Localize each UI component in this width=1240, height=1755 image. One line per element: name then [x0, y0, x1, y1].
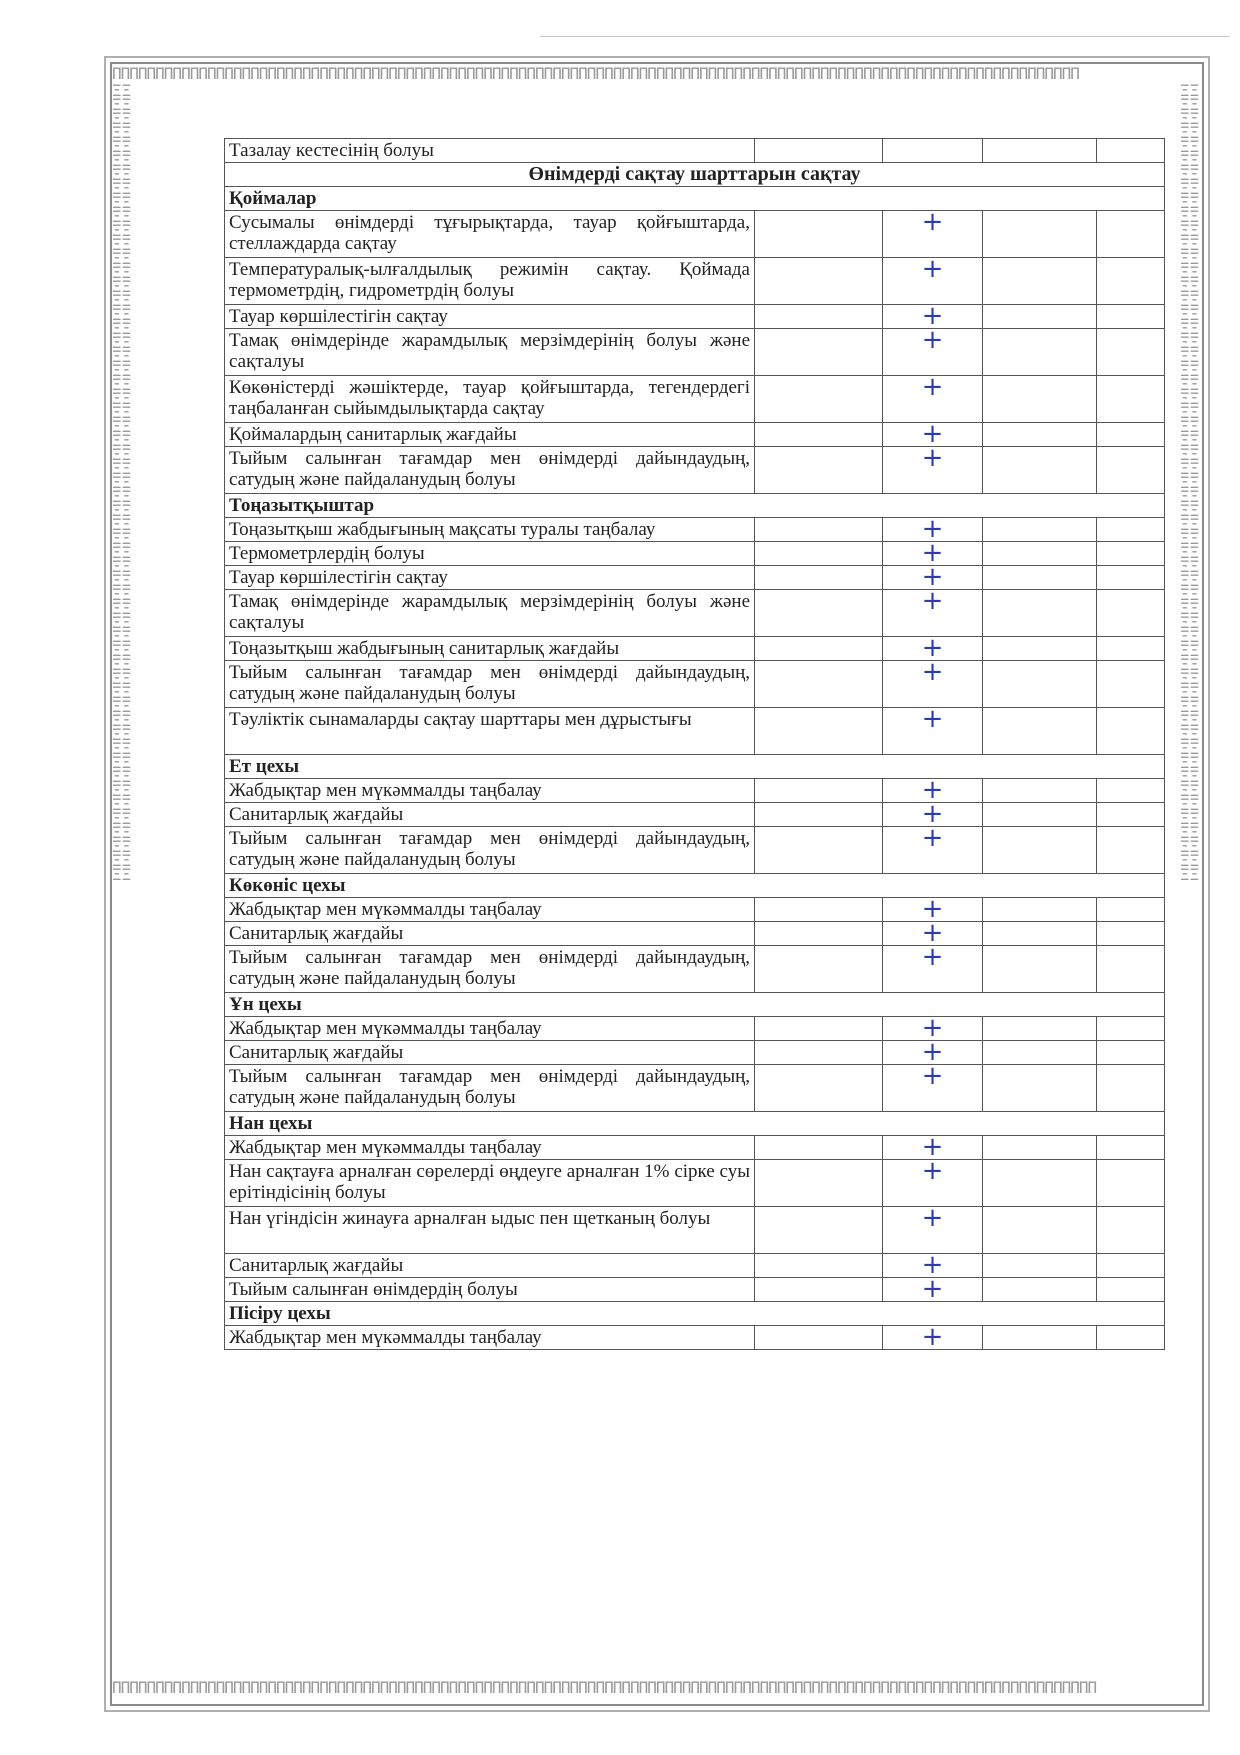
- table-row: [225, 1160, 1165, 1207]
- table-row: [225, 946, 1165, 993]
- handwritten-check-mark: +: [883, 637, 983, 661]
- handwritten-check-mark: +: [883, 946, 983, 993]
- checklist-body: [225, 139, 1165, 1350]
- handwritten-check-mark: +: [883, 590, 983, 637]
- section-title-row: [225, 874, 1165, 898]
- handwritten-check-mark: +: [883, 1065, 983, 1112]
- handwritten-check-mark: +: [883, 423, 983, 447]
- handwritten-check-mark: +: [883, 211, 983, 258]
- inspection-checklist-table: [224, 138, 1165, 1350]
- criterion-text: Жабдықтар мен мүкәммалды таңбалау: [225, 1017, 755, 1041]
- table-row: [225, 305, 1165, 329]
- handwritten-check-mark: +: [883, 922, 983, 946]
- greek-key-border-left: ΞΞΞΞΞΞΞΞΞΞΞΞΞΞΞΞΞΞΞΞΞΞΞΞΞΞΞΞΞΞΞΞΞΞΞΞΞΞΞΞΞΞΞΞΞΞΞΞΞΞΞΞΞΞΞΞΞΞΞΞΞΞΞΞΞΞΞΞΞΞΞΞΞΞΞΞΞΞΞΞΞΞΞΞΞΞΞΞΞΞΞΞΞΞΞΞΞΞΞΞΞΞΞΞΞΞΞΞΞΞΞΞΞΞ: [112, 84, 132, 884]
- greek-key-border-top: ΠΠΠΠΠΠΠΠΠΠΠΠΠΠΠΠΠΠΠΠΠΠΠΠΠΠΠΠΠΠΠΠΠΠΠΠΠΠΠΠΠΠΠΠΠΠΠΠΠΠΠΠΠΠΠΠΠΠΠΠΠΠΠΠΠΠΠΠΠΠΠΠΠΠΠΠΠΠΠΠΠΠΠΠΠΠΠΠΠΠΠΠΠΠΠΠΠΠΠΠΠΠΠΠΠΠΠΠΠΠΠΠ: [112, 64, 1079, 83]
- section-title-row: [225, 993, 1165, 1017]
- criterion-text: Тыйым салынған өнімдердің болуы: [225, 1278, 755, 1302]
- table-row: [225, 827, 1165, 874]
- table-row: [225, 708, 1165, 755]
- greek-key-border-right: ΞΞΞΞΞΞΞΞΞΞΞΞΞΞΞΞΞΞΞΞΞΞΞΞΞΞΞΞΞΞΞΞΞΞΞΞΞΞΞΞΞΞΞΞΞΞΞΞΞΞΞΞΞΞΞΞΞΞΞΞΞΞΞΞΞΞΞΞΞΞΞΞΞΞΞΞΞΞΞΞΞΞΞΞΞΞΞΞΞΞΞΞΞΞΞΞΞΞΞΞΞΞΞΞΞΞΞΞΞΞΞΞΞΞ: [1180, 84, 1200, 884]
- criterion-text: Қоймалардың санитарлық жағдайы: [225, 423, 755, 447]
- section-title: Ұн цехы: [225, 993, 1165, 1017]
- handwritten-check-mark: +: [883, 447, 983, 494]
- criterion-text: Термометрлердің болуы: [225, 542, 755, 566]
- handwritten-check-mark: +: [883, 1207, 983, 1254]
- section-title: Пісіру цехы: [225, 1302, 1165, 1326]
- criterion-text: Тамақ өнімдерінде жарамдылық мерзімдерінің болуы және сақталуы: [225, 329, 755, 376]
- table-row: [225, 376, 1165, 423]
- criterion-text: Тамақ өнімдерінде жарамдылық мерзімдерінің болуы және сақталуы: [225, 590, 755, 637]
- table-row: [225, 566, 1165, 590]
- table-row: [225, 1136, 1165, 1160]
- criterion-text: Тыйым салынған тағамдар мен өнімдерді дайындаудың, сатудың және пайдаланудың болуы: [225, 661, 755, 708]
- criterion-text: Жабдықтар мен мүкәммалды таңбалау: [225, 779, 755, 803]
- table-row: [225, 423, 1165, 447]
- table-heading: Өнімдерді сақтау шарттарын сақтау: [225, 163, 1165, 187]
- handwritten-check-mark: +: [883, 329, 983, 376]
- table-row: [225, 922, 1165, 946]
- handwritten-check-mark: +: [883, 1160, 983, 1207]
- handwritten-check-mark: +: [883, 898, 983, 922]
- section-title-row: [225, 1112, 1165, 1136]
- handwritten-check-mark: +: [883, 1326, 983, 1350]
- handwritten-check-mark: +: [883, 1278, 983, 1302]
- handwritten-check-mark: +: [883, 779, 983, 803]
- criterion-text: Жабдықтар мен мүкәммалды таңбалау: [225, 1136, 755, 1160]
- handwritten-check-mark: +: [883, 518, 983, 542]
- table-row: [225, 447, 1165, 494]
- table-row: [225, 637, 1165, 661]
- handwritten-check-mark: +: [883, 542, 983, 566]
- table-row: [225, 329, 1165, 376]
- criterion-text: Тыйым салынған тағамдар мен өнімдерді дайындаудың, сатудың және пайдаланудың болуы: [225, 946, 755, 993]
- criterion-text: Санитарлық жағдайы: [225, 1041, 755, 1065]
- criterion-text: Тыйым салынған тағамдар мен өнімдерді дайындаудың, сатудың және пайдаланудың болуы: [225, 1065, 755, 1112]
- handwritten-check-mark: +: [883, 376, 983, 423]
- criterion-text: Тыйым салынған тағамдар мен өнімдерді дайындаудың, сатудың және пайдаланудың болуы: [225, 447, 755, 494]
- table-row: [225, 258, 1165, 305]
- table-row: [225, 542, 1165, 566]
- handwritten-check-mark: +: [883, 1136, 983, 1160]
- section-title-row: [225, 755, 1165, 779]
- criterion-text: Тауар көршілестігін сақтау: [225, 305, 755, 329]
- criterion-text: Тауар көршілестігін сақтау: [225, 566, 755, 590]
- table-row: [225, 1254, 1165, 1278]
- handwritten-check-mark: +: [883, 827, 983, 874]
- criterion-text: Нан сақтауға арналған сөрелерді өңдеуге арналған 1% сірке суы ерітіндісінің болуы: [225, 1160, 755, 1207]
- table-row: [225, 139, 1165, 163]
- table-row: [225, 1278, 1165, 1302]
- handwritten-check-mark: +: [883, 1017, 983, 1041]
- table-row: [225, 898, 1165, 922]
- criterion-text: Сусымалы өнімдерді тұғырықтарда, тауар қойғыштарда, стеллаждарда сақтау: [225, 211, 755, 258]
- table-row: [225, 661, 1165, 708]
- section-title-row: [225, 1302, 1165, 1326]
- table-row: [225, 590, 1165, 637]
- criterion-text: Санитарлық жағдайы: [225, 922, 755, 946]
- section-title-row: [225, 187, 1165, 211]
- criterion-text: Тәуліктік сынамаларды сақтау шарттары мен дұрыстығы: [225, 708, 755, 755]
- section-title: Көкөніс цехы: [225, 874, 1165, 898]
- table-row: [225, 1326, 1165, 1350]
- handwritten-check-mark: +: [883, 803, 983, 827]
- section-title: Қоймалар: [225, 187, 1165, 211]
- row-label: Тазалау кестесінің болуы: [225, 139, 755, 163]
- section-title-row: [225, 494, 1165, 518]
- table-row: [225, 1041, 1165, 1065]
- handwritten-check-mark: +: [883, 708, 983, 755]
- criterion-text: Тоңазытқыш жабдығының мақсаты туралы таңбалау: [225, 518, 755, 542]
- handwritten-check-mark: +: [883, 258, 983, 305]
- criterion-text: Санитарлық жағдайы: [225, 803, 755, 827]
- criterion-text: Жабдықтар мен мүкәммалды таңбалау: [225, 1326, 755, 1350]
- criterion-text: Тыйым салынған тағамдар мен өнімдерді дайындаудың, сатудың және пайдаланудың болуы: [225, 827, 755, 874]
- criterion-text: Жабдықтар мен мүкәммалды таңбалау: [225, 898, 755, 922]
- criterion-text: Нан үгіндісін жинауға арналған ыдыс пен щетканың болуы: [225, 1207, 755, 1254]
- handwritten-check-mark: +: [883, 1254, 983, 1278]
- handwritten-check-mark: +: [883, 566, 983, 590]
- criterion-text: Көкөністерді жәшіктерде, тауар қойғыштарда, тегендердегі таңбаланған сыйымдылықтарда сақтау: [225, 376, 755, 423]
- table-row: [225, 211, 1165, 258]
- scan-top-line: [540, 36, 1230, 37]
- table-row: [225, 779, 1165, 803]
- section-heading-row: [225, 163, 1165, 187]
- section-title: Нан цехы: [225, 1112, 1165, 1136]
- table-row: [225, 1207, 1165, 1254]
- criterion-text: Санитарлық жағдайы: [225, 1254, 755, 1278]
- greek-key-border-bottom: ΠΠΠΠΠΠΠΠΠΠΠΠΠΠΠΠΠΠΠΠΠΠΠΠΠΠΠΠΠΠΠΠΠΠΠΠΠΠΠΠΠΠΠΠΠΠΠΠΠΠΠΠΠΠΠΠΠΠΠΠΠΠΠΠΠΠΠΠΠΠΠΠΠΠΠΠΠΠΠΠΠΠΠΠΠΠΠΠΠΠΠΠΠΠΠΠΠΠΠΠΠΠΠΠΠΠΠΠΠΠΠΠΠΠ: [112, 1678, 1097, 1697]
- handwritten-check-mark: +: [883, 1041, 983, 1065]
- handwritten-check-mark: +: [883, 305, 983, 329]
- section-title: Ет цехы: [225, 755, 1165, 779]
- table-row: [225, 1065, 1165, 1112]
- table-row: [225, 518, 1165, 542]
- handwritten-check-mark: +: [883, 661, 983, 708]
- criterion-text: Температуралық-ылғалдылық режимін сақтау. Қоймада термометрдің, гидрометрдің болуы: [225, 258, 755, 305]
- criterion-text: Тоңазытқыш жабдығының санитарлық жағдайы: [225, 637, 755, 661]
- section-title: Тоңазытқыштар: [225, 494, 1165, 518]
- table-row: [225, 803, 1165, 827]
- table-row: [225, 1017, 1165, 1041]
